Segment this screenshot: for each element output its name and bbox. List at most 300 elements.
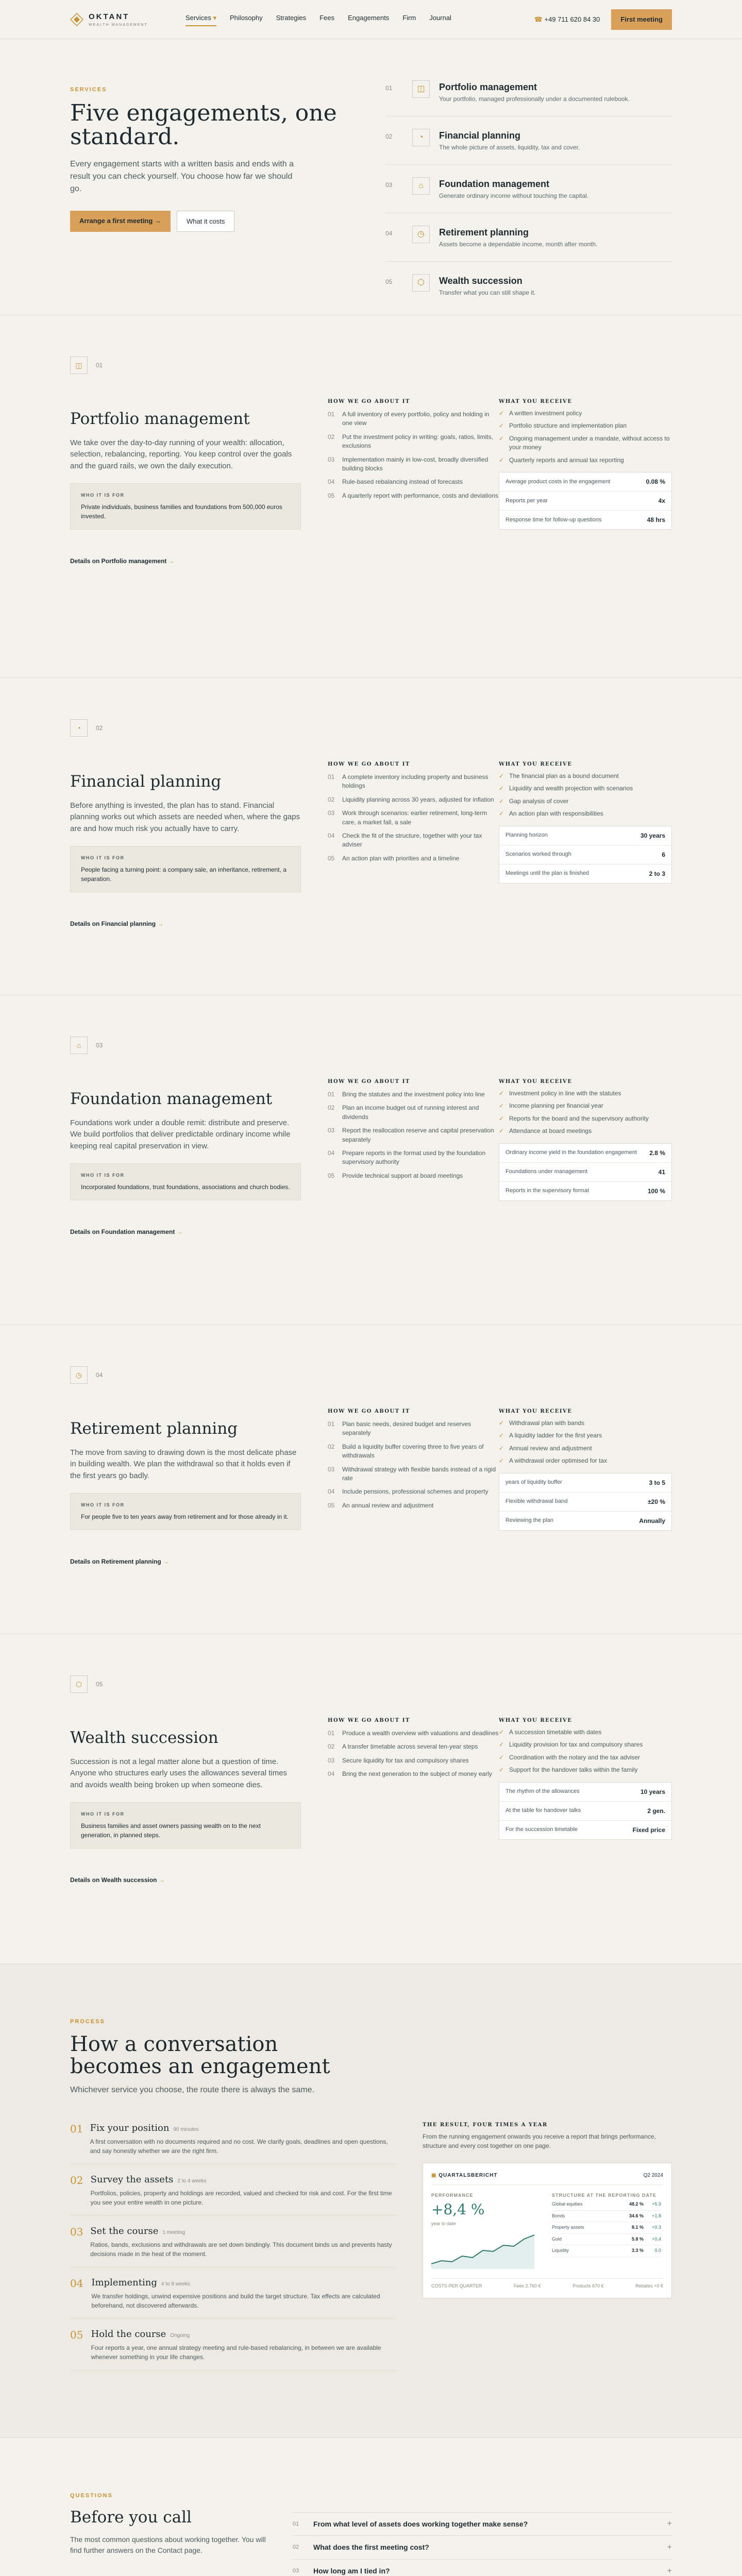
service-item[interactable] bbox=[385, 116, 672, 165]
receive-item bbox=[499, 772, 672, 781]
service-title: Financial planning bbox=[70, 772, 222, 791]
portfolio-icon: ◫ bbox=[412, 80, 430, 98]
page-title: Five engagements, one standard. bbox=[70, 99, 337, 150]
step-text: Ratios, bands, exclusions and withdrawals are set down bindingly. This document binds us and prevents hasty decisions made in the heat of the moment. bbox=[90, 2241, 392, 2258]
how-step bbox=[328, 1770, 499, 1778]
asset-change: +0.4 bbox=[652, 2236, 661, 2242]
receive-item bbox=[499, 1127, 672, 1136]
check-icon: ✓ bbox=[499, 1753, 504, 1761]
who-text: Business families and asset owners passing wealth on to the next generation, in planned steps. bbox=[81, 1822, 261, 1839]
step-num: 01 bbox=[328, 773, 335, 781]
asset-share: 3.3 % bbox=[631, 2248, 644, 2253]
chevron-down-icon: ▾ bbox=[213, 14, 217, 22]
who-text: For people five to ten years away from retirement and for those already in it. bbox=[81, 1513, 289, 1520]
step-text: Implementation mainly in low-cost, broadly diversified building blocks bbox=[342, 455, 488, 472]
nav-engagements[interactable]: Engagements bbox=[348, 14, 390, 22]
faq-item[interactable] bbox=[293, 2512, 672, 2536]
kpi-value: 4x bbox=[658, 497, 665, 504]
structure-row bbox=[552, 2222, 661, 2234]
step-duration: 1 meeting bbox=[162, 2229, 185, 2235]
service-detail-section bbox=[0, 1634, 742, 1964]
service-number: 03 bbox=[96, 1042, 103, 1049]
how-step bbox=[328, 854, 499, 863]
how-steps bbox=[328, 1420, 499, 1510]
succession-icon: ⬡ bbox=[412, 274, 430, 292]
how-step bbox=[328, 832, 499, 850]
cost-rebates: Rebates +0 € bbox=[635, 2283, 663, 2289]
kpi-table bbox=[499, 472, 672, 530]
details-link[interactable] bbox=[70, 1227, 301, 1236]
kpi-label: Scenarios worked through bbox=[505, 851, 571, 858]
cost-label: COSTS PER QUARTER bbox=[431, 2283, 482, 2289]
plus-icon: + bbox=[667, 2543, 672, 2552]
how-step bbox=[328, 410, 499, 428]
service-item[interactable] bbox=[385, 80, 672, 116]
check-icon: ✓ bbox=[499, 785, 504, 792]
process-step bbox=[70, 2224, 396, 2267]
how-steps bbox=[328, 773, 499, 863]
step-num: 02 bbox=[328, 1743, 335, 1751]
link-label: Details on Financial planning bbox=[70, 920, 156, 927]
check-icon: ✓ bbox=[499, 1444, 504, 1452]
link-label: Details on Foundation management bbox=[70, 1228, 175, 1235]
step-num: 02 bbox=[328, 795, 335, 803]
step-num: 01 bbox=[328, 1730, 335, 1737]
how-step bbox=[328, 1465, 499, 1483]
service-list bbox=[385, 80, 672, 310]
service-icon: ◫ bbox=[70, 357, 88, 374]
first-meeting-button[interactable]: First meeting bbox=[611, 9, 672, 30]
kpi-row bbox=[499, 492, 671, 511]
nav-philosophy[interactable]: Philosophy bbox=[230, 14, 263, 22]
receive-item bbox=[499, 1740, 672, 1749]
how-label: HOW WE GO ABOUT IT bbox=[328, 761, 410, 767]
quarterly-report-card bbox=[423, 2163, 672, 2299]
process-lead: Whichever service you choose, the route there is always the same. bbox=[70, 2085, 314, 2094]
check-icon: ✓ bbox=[499, 1419, 504, 1427]
kpi-label: Foundations under management bbox=[505, 1168, 587, 1175]
how-label: HOW WE GO ABOUT IT bbox=[328, 1718, 410, 1723]
service-num: 01 bbox=[385, 84, 393, 92]
asset-share: 34.6 % bbox=[629, 2213, 644, 2218]
kpi-row bbox=[499, 826, 671, 845]
step-text: Rule-based rebalancing instead of forecasts bbox=[342, 478, 463, 486]
step-text: Withdrawal strategy with flexible bands instead of a rigid rate bbox=[342, 1465, 496, 1482]
details-link[interactable] bbox=[70, 919, 301, 928]
receive-text: A liquidity ladder for the first years bbox=[509, 1432, 602, 1439]
receive-text: Attendance at board meetings bbox=[509, 1127, 592, 1135]
how-step bbox=[328, 1104, 499, 1122]
step-text: Report the reallocation reserve and capital preservation separately bbox=[342, 1127, 494, 1143]
service-desc: Generate ordinary income without touching the capital. bbox=[439, 192, 589, 199]
kpi-value: 2 gen. bbox=[647, 1807, 665, 1815]
header-phone[interactable] bbox=[534, 14, 600, 25]
receive-text: Liquidity provision for tax and compulsory shares bbox=[509, 1741, 643, 1749]
kpi-row bbox=[499, 1493, 671, 1512]
receive-item bbox=[499, 1419, 672, 1428]
receive-item bbox=[499, 1431, 672, 1440]
service-name: Retirement planning bbox=[439, 227, 529, 238]
service-lead: Before anything is invested, the plan has to stand. Financial planning works out which assets are needed when, where the gaps are and how much risk you actually have to carry. bbox=[70, 801, 300, 833]
how-steps bbox=[328, 410, 499, 500]
step-text: Plan basic needs, desired budget and reserves separately bbox=[342, 1420, 471, 1437]
kpi-row bbox=[499, 1144, 671, 1163]
kpi-label: Meetings until the plan is finished bbox=[505, 870, 589, 877]
service-lead: The move from saving to drawing down is the most delicate phase in building wealth. We plan the withdrawal so that it holds even if the first years go badly. bbox=[70, 1448, 297, 1480]
service-icon: ◔ bbox=[70, 719, 88, 737]
service-num: 02 bbox=[385, 133, 393, 140]
step-num: 01 bbox=[328, 1420, 335, 1428]
step-text: A quarterly report with performance, costs and deviations bbox=[342, 492, 498, 499]
check-icon: ✓ bbox=[499, 810, 504, 818]
kpi-table bbox=[499, 1782, 672, 1840]
nav-services[interactable] bbox=[185, 13, 216, 26]
kpi-value: 2 to 3 bbox=[649, 870, 665, 877]
how-step bbox=[328, 1756, 499, 1765]
step-num: 03 bbox=[328, 1127, 335, 1134]
check-icon: ✓ bbox=[499, 1127, 504, 1135]
step-duration: 2 to 4 weeks bbox=[177, 2178, 207, 2184]
how-step bbox=[328, 492, 499, 500]
structure-row bbox=[552, 2199, 661, 2211]
check-icon: ✓ bbox=[499, 1457, 504, 1465]
receive-item bbox=[499, 809, 672, 818]
faq-lead: The most common questions about working together. You will find further answers on the Contact page. bbox=[70, 2535, 266, 2554]
details-link[interactable] bbox=[70, 556, 301, 566]
kpi-row bbox=[499, 1182, 671, 1200]
brand-name: OKTANT bbox=[89, 12, 130, 21]
step-num: 03 bbox=[328, 1465, 335, 1473]
receive-text: An action plan with responsibilities bbox=[509, 810, 603, 818]
phone-icon: ☎ bbox=[534, 15, 543, 24]
logo-icon bbox=[70, 13, 83, 26]
check-icon: ✓ bbox=[499, 1114, 504, 1122]
plus-icon: + bbox=[667, 2566, 672, 2575]
arrow-right-icon: → bbox=[158, 1876, 165, 1884]
process-eyebrow: PROCESS bbox=[70, 2019, 105, 2025]
step-num: 02 bbox=[70, 2174, 83, 2187]
kpi-table bbox=[499, 1473, 672, 1531]
arrow-right-icon: → bbox=[168, 557, 175, 565]
step-text: A full inventory of every portfolio, policy and holding in one view bbox=[342, 411, 490, 427]
faq-num: 02 bbox=[293, 2544, 299, 2551]
who-text: Private individuals, business families and foundations from 500,000 euros invested. bbox=[81, 503, 282, 520]
step-num: 02 bbox=[328, 1443, 335, 1450]
asset-change: +5.9 bbox=[652, 2201, 661, 2207]
kpi-label: The rhythm of the allowances bbox=[505, 1788, 580, 1795]
result-label: THE RESULT, FOUR TIMES A YEAR bbox=[423, 2122, 548, 2128]
how-step bbox=[328, 1501, 499, 1510]
service-number: 04 bbox=[96, 1371, 103, 1379]
nav-strategies[interactable]: Strategies bbox=[276, 14, 307, 22]
how-step bbox=[328, 478, 499, 486]
how-step bbox=[328, 1443, 499, 1461]
receive-item bbox=[499, 409, 672, 418]
kpi-label: Reports per year bbox=[505, 497, 548, 504]
service-name: Wealth succession bbox=[439, 276, 522, 286]
asset-share: 5.8 % bbox=[631, 2236, 644, 2242]
step-title: Hold the course bbox=[91, 2328, 166, 2340]
cost-products: Products 670 € bbox=[572, 2283, 604, 2289]
check-icon: ✓ bbox=[499, 410, 504, 417]
main-nav bbox=[185, 13, 451, 26]
faq-item[interactable] bbox=[293, 2536, 672, 2560]
kpi-label: Reviewing the plan bbox=[505, 1517, 553, 1524]
who-box bbox=[70, 1802, 301, 1849]
check-icon: ✓ bbox=[499, 1102, 504, 1110]
who-box bbox=[70, 1163, 301, 1200]
structure-row bbox=[552, 2234, 661, 2246]
check-icon: ✓ bbox=[499, 1090, 504, 1097]
performance-sparkline bbox=[431, 2228, 534, 2269]
service-title: Foundation management bbox=[70, 1090, 273, 1108]
how-step bbox=[328, 773, 499, 791]
step-num: 05 bbox=[328, 1172, 335, 1179]
check-icon: ✓ bbox=[499, 797, 504, 805]
kpi-value: 2.8 % bbox=[649, 1149, 665, 1157]
who-text: People facing a turning point: a company sale, an inheritance, retirement, a separation. bbox=[81, 866, 286, 883]
kpi-label: Average product costs in the engagement bbox=[505, 478, 611, 485]
step-text: Four reports a year, one annual strategy meeting and rule-based rebalancing, in between we are available whenever something in your life changes. bbox=[91, 2344, 381, 2361]
kpi-row bbox=[499, 1802, 671, 1821]
check-icon: ✓ bbox=[499, 1741, 504, 1749]
kpi-row bbox=[499, 865, 671, 883]
service-details bbox=[0, 315, 742, 1964]
hero-eyebrow: SERVICES bbox=[70, 87, 107, 93]
site-header bbox=[0, 0, 742, 39]
step-num: 05 bbox=[70, 2328, 83, 2341]
step-num: 01 bbox=[70, 2122, 83, 2135]
step-num: 04 bbox=[328, 1149, 335, 1157]
service-name: Financial planning bbox=[439, 130, 521, 141]
receive-label: WHAT YOU RECEIVE bbox=[499, 1079, 572, 1084]
step-num: 02 bbox=[328, 433, 335, 440]
how-steps bbox=[328, 1090, 499, 1180]
faq-question: What does the first meeting cost? bbox=[313, 2543, 429, 2551]
step-text: Check the fit of the structure, together with your tax adviser bbox=[342, 832, 482, 849]
step-text: Work through scenarios: earlier retirement, long-term care, a market fall, a sale bbox=[342, 809, 487, 826]
report-footer bbox=[431, 2278, 663, 2290]
logo[interactable] bbox=[70, 11, 185, 28]
step-num: 01 bbox=[328, 1091, 335, 1098]
step-num: 04 bbox=[328, 1770, 335, 1778]
service-item[interactable] bbox=[385, 213, 672, 262]
structure-rows bbox=[552, 2199, 661, 2257]
step-text: Bring the statutes and the investment policy into line bbox=[342, 1091, 485, 1098]
who-label: WHO IT IS FOR bbox=[81, 1811, 125, 1817]
process-section bbox=[0, 1964, 742, 2438]
planning-icon: ◔ bbox=[412, 129, 430, 146]
kpi-row bbox=[499, 1783, 671, 1802]
report-icon: ▣ bbox=[431, 2172, 437, 2178]
receive-item bbox=[499, 421, 672, 430]
kpi-label: years of liquidity buffer bbox=[505, 1479, 562, 1486]
receive-item bbox=[499, 1114, 672, 1123]
asset-change: 0.0 bbox=[654, 2248, 661, 2253]
receive-text: Income planning per financial year bbox=[509, 1102, 603, 1110]
receive-item bbox=[499, 1766, 672, 1774]
details-link[interactable] bbox=[70, 1557, 301, 1566]
how-step bbox=[328, 433, 499, 451]
service-number: 01 bbox=[96, 362, 103, 369]
how-step bbox=[328, 809, 499, 827]
step-title: Survey the assets bbox=[90, 2174, 174, 2185]
how-step bbox=[328, 1172, 499, 1180]
asset-class: Bonds bbox=[552, 2213, 565, 2218]
kpi-label: Response time for follow-up questions bbox=[505, 516, 602, 523]
receive-label: WHAT YOU RECEIVE bbox=[499, 1409, 572, 1414]
who-box bbox=[70, 1493, 301, 1530]
receive-text: Coordination with the notary and the tax adviser bbox=[509, 1753, 640, 1761]
faq-item[interactable] bbox=[293, 2560, 672, 2576]
service-item[interactable] bbox=[385, 165, 672, 213]
step-text: Liquidity planning across 30 years, adjusted for inflation bbox=[342, 795, 494, 803]
step-text: Build a liquidity buffer covering three to five years of withdrawals bbox=[342, 1443, 484, 1460]
receive-text: Support for the handover talks within the family bbox=[509, 1766, 638, 1774]
step-text: Include pensions, professional schemes and property bbox=[342, 1488, 488, 1496]
process-steps bbox=[70, 2121, 396, 2379]
kpi-value: 100 % bbox=[647, 1187, 665, 1195]
how-step bbox=[328, 1149, 499, 1167]
service-num: 04 bbox=[385, 230, 393, 237]
asset-change: +1.8 bbox=[652, 2213, 661, 2218]
how-step bbox=[328, 1729, 499, 1738]
asset-class: Gold bbox=[552, 2236, 562, 2242]
receive-item bbox=[499, 456, 672, 465]
asset-share: 8.1 % bbox=[631, 2225, 644, 2230]
kpi-label: Reports in the supervisory format bbox=[505, 1188, 589, 1194]
process-title: How a conversation becomes an engagement bbox=[70, 2032, 330, 2078]
kpi-value: Annually bbox=[639, 1517, 665, 1524]
step-text: Plan an income budget out of running interest and dividends bbox=[342, 1104, 479, 1121]
perf-value: +8,4 % bbox=[431, 2201, 485, 2218]
cost-fees: Fees 2.760 € bbox=[513, 2283, 541, 2289]
kpi-value: 6 bbox=[662, 851, 665, 858]
how-label: HOW WE GO ABOUT IT bbox=[328, 399, 410, 404]
kpi-value: 41 bbox=[658, 1168, 665, 1176]
step-title: Set the course bbox=[90, 2225, 159, 2236]
receive-text: Withdrawal plan with bands bbox=[509, 1419, 585, 1427]
service-num: 05 bbox=[385, 278, 393, 285]
check-icon: ✓ bbox=[499, 422, 504, 430]
step-text: Provide technical support at board meetings bbox=[342, 1172, 463, 1179]
kpi-table bbox=[499, 1143, 672, 1201]
kpi-value: 10 years bbox=[640, 1788, 665, 1795]
step-duration: 4 to 8 weeks bbox=[161, 2281, 191, 2287]
perf-label: PERFORMANCE bbox=[431, 2192, 474, 2198]
arrange-meeting-button[interactable]: Arrange a first meeting → bbox=[70, 211, 171, 232]
service-number: 05 bbox=[96, 1681, 103, 1688]
receive-item bbox=[499, 784, 672, 793]
kpi-row bbox=[499, 472, 671, 492]
receive-text: Portfolio structure and implementation plan bbox=[509, 422, 627, 430]
kpi-value: ±20 % bbox=[648, 1498, 665, 1505]
step-num: 04 bbox=[328, 1488, 335, 1496]
kpi-label: Planning horizon bbox=[505, 832, 548, 839]
faq-question: How long am I tied in? bbox=[313, 2567, 390, 2575]
service-desc: The whole picture of assets, liquidity, tax and cover. bbox=[439, 144, 580, 151]
check-icon: ✓ bbox=[499, 772, 504, 779]
process-step bbox=[70, 2327, 396, 2370]
who-text: Incorporated foundations, trust foundations, associations and church bodies. bbox=[81, 1183, 290, 1191]
step-text: Secure liquidity for tax and compulsory shares bbox=[342, 1756, 469, 1764]
receive-text: Ongoing management under a mandate, without access to your money bbox=[509, 434, 670, 451]
step-text: Portfolios, policies, property and holdings are recorded, valued and checked for risk and cost. For the first time you see your entire wealth in one picture. bbox=[90, 2189, 392, 2206]
faq-section bbox=[0, 2438, 742, 2576]
kpi-table bbox=[499, 826, 672, 884]
receive-item bbox=[499, 1101, 672, 1110]
step-num: 03 bbox=[70, 2225, 83, 2238]
brand-tagline: WEALTH MANAGEMENT bbox=[89, 23, 148, 27]
service-number: 02 bbox=[96, 724, 103, 732]
structure-label: STRUCTURE AT THE REPORTING DATE bbox=[552, 2192, 656, 2198]
step-duration: Ongoing bbox=[170, 2332, 190, 2338]
receive-text: A succession timetable with dates bbox=[509, 1728, 602, 1736]
asset-class: Liquidity bbox=[552, 2248, 569, 2253]
receive-label: WHAT YOU RECEIVE bbox=[499, 761, 572, 767]
how-step bbox=[328, 455, 499, 473]
step-num: 03 bbox=[328, 809, 335, 817]
step-num: 01 bbox=[328, 411, 335, 418]
how-step bbox=[328, 1742, 499, 1751]
step-text: We transfer holdings, unwind expensive positions and build the target structure. Tax effects are calculated beforehand, not discovered afterwards. bbox=[91, 2292, 380, 2309]
faq-num: 03 bbox=[293, 2568, 299, 2574]
step-title: Implementing bbox=[91, 2277, 157, 2288]
asset-share: 48.2 % bbox=[629, 2201, 644, 2207]
kpi-label: Flexible withdrawal band bbox=[505, 1498, 568, 1505]
service-name: Portfolio management bbox=[439, 82, 537, 92]
receive-list bbox=[499, 1419, 672, 1466]
service-desc: Assets become a dependable income, month after month. bbox=[439, 241, 598, 248]
kpi-value: Fixed price bbox=[632, 1826, 665, 1834]
nav-journal[interactable]: Journal bbox=[429, 14, 451, 22]
costs-button[interactable]: What it costs bbox=[177, 211, 234, 232]
structure-row bbox=[552, 2245, 661, 2257]
service-item[interactable] bbox=[385, 262, 672, 310]
service-lead: Succession is not a legal matter alone but a question of time. Anyone who structures early uses the allowances several times and avoids wealth being broken up when someone dies. bbox=[70, 1757, 288, 1789]
receive-label: WHAT YOU RECEIVE bbox=[499, 1718, 572, 1723]
how-step bbox=[328, 1487, 499, 1496]
receive-item bbox=[499, 1456, 672, 1465]
service-detail-section bbox=[0, 678, 742, 995]
service-lead: We take over the day-to-day running of your wealth: allocation, selection, rebalancing, reporting. You keep control over the goals and the guard rails, we own the daily execution. bbox=[70, 438, 292, 470]
arrow-right-icon: → bbox=[157, 920, 164, 927]
check-icon: ✓ bbox=[499, 1766, 504, 1774]
details-link[interactable] bbox=[70, 1875, 301, 1885]
faq-question: From what level of assets does working together make sense? bbox=[313, 2519, 528, 2528]
kpi-row bbox=[499, 1163, 671, 1182]
how-step bbox=[328, 1420, 499, 1438]
service-icon: ⬡ bbox=[70, 1675, 88, 1693]
button-label: Arrange a first meeting bbox=[79, 216, 153, 225]
services-hero bbox=[0, 39, 742, 315]
faq-eyebrow: QUESTIONS bbox=[70, 2493, 113, 2499]
kpi-value: 3 to 5 bbox=[649, 1479, 665, 1486]
step-text: A first conversation with no documents required and no cost. We clarify goals, deadlines and open questions, and say honestly whether we are the right firm. bbox=[90, 2138, 388, 2155]
arrow-right-icon: → bbox=[163, 1557, 170, 1565]
retirement-icon: ◷ bbox=[412, 226, 430, 243]
who-label: WHO IT IS FOR bbox=[81, 855, 125, 860]
nav-fees[interactable]: Fees bbox=[319, 14, 335, 22]
report-name bbox=[431, 2172, 498, 2179]
check-icon: ✓ bbox=[499, 456, 504, 464]
step-num: 04 bbox=[70, 2277, 83, 2290]
step-text: Put the investment policy in writing: goals, ratios, limits, exclusions bbox=[342, 433, 493, 450]
report-period: Q2 2024 bbox=[643, 2172, 663, 2178]
nav-firm[interactable]: Firm bbox=[402, 14, 416, 22]
receive-text: The financial plan as a bound document bbox=[509, 772, 619, 779]
link-label: Details on Retirement planning bbox=[70, 1557, 161, 1565]
